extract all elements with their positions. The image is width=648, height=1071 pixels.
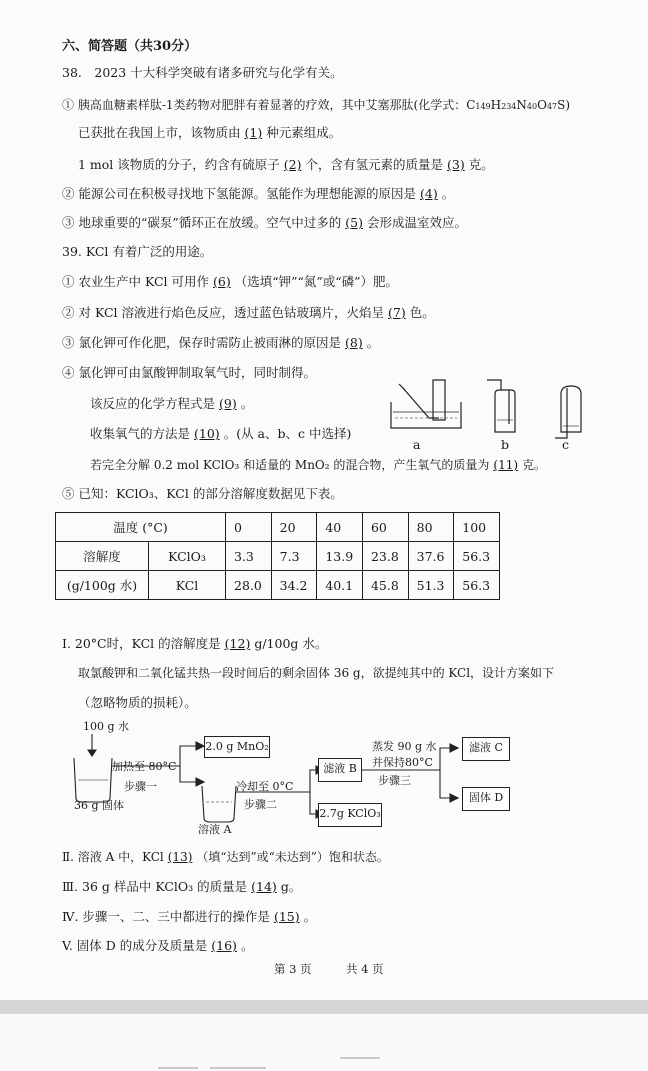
table-cell: 51.3 (408, 571, 454, 600)
table-cell: 37.6 (408, 542, 454, 571)
water-arrow-head (88, 750, 96, 756)
table-header-row (56, 513, 500, 542)
water-label: 100 g 水 (83, 720, 130, 733)
blank-11[interactable]: (11) (493, 458, 519, 472)
q38-part1: ① 胰高血糖素样肽-1类药物对肥胖有着显著的疗效，其中艾塞那肽(化学式：C149H234N40O47S) (62, 98, 571, 112)
table-cell: 23.8 (362, 542, 408, 571)
apparatus-label-a: a (413, 437, 421, 452)
table-cell: 56.3 (454, 571, 500, 600)
apparatus-c (555, 386, 581, 438)
temp-0: 0 (226, 513, 272, 542)
blank-2[interactable]: (2) (283, 157, 302, 172)
step2-label: 步骤二 (244, 798, 277, 811)
step1-label: 步骤一 (124, 780, 157, 793)
blank-13[interactable]: (13) (167, 850, 193, 864)
table-row-kclo3 (56, 542, 500, 571)
step3-label: 步骤三 (378, 774, 411, 787)
temp-label: 温度 (°C) (56, 513, 226, 542)
q38-part2: ② 能源公司在积极寻找地下氢能源。氢能作为理想能源的原因是 (4) 。 (62, 186, 455, 201)
page-separator (0, 1000, 648, 1014)
q38-intro: 38. 2023 十大科学突破有诸多研究与化学有关。 (62, 65, 343, 80)
question-ii: Ⅱ. 溶液 A 中，KCl (13) （填“达到”或“未达到”）饱和状态。 (62, 850, 389, 864)
blank-9[interactable]: (9) (219, 396, 237, 411)
blank-16[interactable]: (16) (211, 938, 237, 953)
table-cell: 45.8 (362, 571, 408, 600)
blank-7[interactable]: (7) (388, 305, 406, 320)
q38-part1c: 1 mol 该物质的分子，约含有硫原子 (2) 个，含有氢元素的质量是 (3) 克。 (78, 157, 494, 172)
blank-3[interactable]: (3) (447, 157, 465, 172)
page-total: 共 4 页 (346, 962, 384, 976)
temp-60: 60 (362, 513, 408, 542)
apparatus-label-c: c (562, 437, 570, 452)
blank-6[interactable]: (6) (213, 274, 231, 289)
formula-subscripts: 149 (475, 102, 491, 111)
blank-12[interactable]: (12) (224, 636, 251, 651)
unit-label: (g/100g 水) (56, 571, 149, 600)
q39-part4b: 收集氧气的方法是 (10) 。(从 a、b、c 中选择) (90, 426, 352, 441)
faint-mark (340, 1057, 380, 1059)
solid36-label: 36 g 固体 (74, 799, 125, 812)
table-row-kcl (56, 571, 500, 600)
temp-80: 80 (408, 513, 454, 542)
q39-part2: ② 对 KCl 溶液进行焰色反应，透过蓝色钴玻璃片，火焰呈 (7) 色。 (62, 305, 435, 320)
arrow-to-step2 (180, 766, 198, 782)
q38-part1b: 已获批在我国上市，该物质由 (1) 种元素组成。 (78, 125, 342, 140)
evap-label: 蒸发 90 g 水 (372, 740, 437, 753)
part-i: I. 20°C时，KCl 的溶解度是 (12) g/100g 水。 (62, 636, 328, 651)
filtrate-c-box: 滤液 C (462, 737, 510, 761)
question-iii: Ⅲ. 36 g 样品中 KClO₃ 的质量是 (14) g。 (62, 879, 302, 894)
row-name-kclo3: KClO₃ (149, 542, 226, 571)
table-cell: 7.3 (271, 542, 317, 571)
q38-part1-text: ① 胰高血糖素样肽-1类药物对肥胖有着显著的疗效，其中艾塞那肽(化学式：C (62, 98, 476, 112)
q39-part4: ④ 氯化钾可由氯酸钾制取氧气时，同时制得。 (62, 365, 316, 380)
page-number: 第 3 页 (274, 962, 312, 976)
table-cell: 34.2 (271, 571, 317, 600)
apparatus-a (391, 380, 461, 428)
question-v: V. 固体 D 的成分及质量是 (16) 。 (62, 938, 254, 953)
solid-d-box: 固体 D (462, 787, 510, 811)
table-cell: 40.1 (317, 571, 363, 600)
row-name-kcl: KCl (149, 571, 226, 600)
apparatus-b (487, 380, 515, 432)
blank-8[interactable]: (8) (344, 335, 363, 350)
question-iv: Ⅳ. 步骤一、二、三中都进行的操作是 (15) 。 (62, 909, 317, 924)
temp-20: 20 (271, 513, 317, 542)
blank-4[interactable]: (4) (419, 186, 438, 201)
blank-10[interactable]: (10) (194, 426, 220, 441)
part-i-desc2: （忽略物质的损耗）。 (78, 695, 197, 710)
heat-label: 加热至 80°C (112, 760, 177, 773)
faint-mark (158, 1067, 198, 1069)
table-cell: 56.3 (454, 542, 500, 571)
q39-part5: ⑤ 已知：KClO₃、KCl 的部分溶解度数据见下表。 (62, 486, 343, 501)
table-cell: 13.9 (317, 542, 363, 571)
table-cell: 3.3 (226, 542, 272, 571)
blank-15[interactable]: (15) (273, 909, 300, 924)
section-title: 六、简答题（共30分） (62, 39, 198, 54)
mno2-box: 2.0 g MnO₂ (204, 736, 270, 758)
blank-14[interactable]: (14) (251, 879, 277, 894)
beaker-2 (202, 786, 236, 822)
next-page-edge (0, 1014, 648, 1071)
q39-part4a: 该反应的化学方程式是 (9) 。 (90, 396, 254, 411)
keep-label: 并保持80°C (372, 756, 433, 769)
apparatus-label-b: b (501, 437, 510, 452)
q39-part1: ① 农业生产中 KCl 可用作 (6) （选填“钾”“氮”或“磷”）肥。 (62, 274, 399, 289)
part-i-desc: 取氯酸钾和二氧化锰共热一段时间后的剩余固体 36 g，欲提纯其中的 KCl，设计方案如下 (78, 666, 555, 680)
q38-part3: ③ 地球重要的“碳泵”循环正在放缓。空气中过多的 (5) 会形成温室效应。 (62, 215, 467, 230)
solubility-label: 溶解度 (56, 542, 149, 571)
solution-a-label: 溶液 A (198, 823, 232, 836)
solubility-table (55, 512, 500, 600)
q39-part3: ③ 氯化钾可作化肥，保存时需防止被雨淋的原因是 (8) 。 (62, 335, 380, 350)
blank-5[interactable]: (5) (345, 215, 363, 230)
q39-part4c: 若完全分解 0.2 mol KClO₃ 和适量的 MnO₂ 的混合物，产生氧气的质量为 (11) 克。 (90, 458, 547, 472)
blank-1[interactable]: (1) (244, 125, 263, 140)
q39-intro: 39. KCl 有着广泛的用途。 (62, 244, 213, 259)
table-cell: 28.0 (226, 571, 272, 600)
kclo3-box: 2.7g KClO₃ (318, 803, 382, 827)
faint-mark (210, 1067, 266, 1069)
temp-100: 100 (454, 513, 500, 542)
temp-40: 40 (317, 513, 363, 542)
cool-label: 冷却至 0°C (236, 780, 294, 793)
filtrate-b-box: 滤液 B (318, 758, 362, 782)
